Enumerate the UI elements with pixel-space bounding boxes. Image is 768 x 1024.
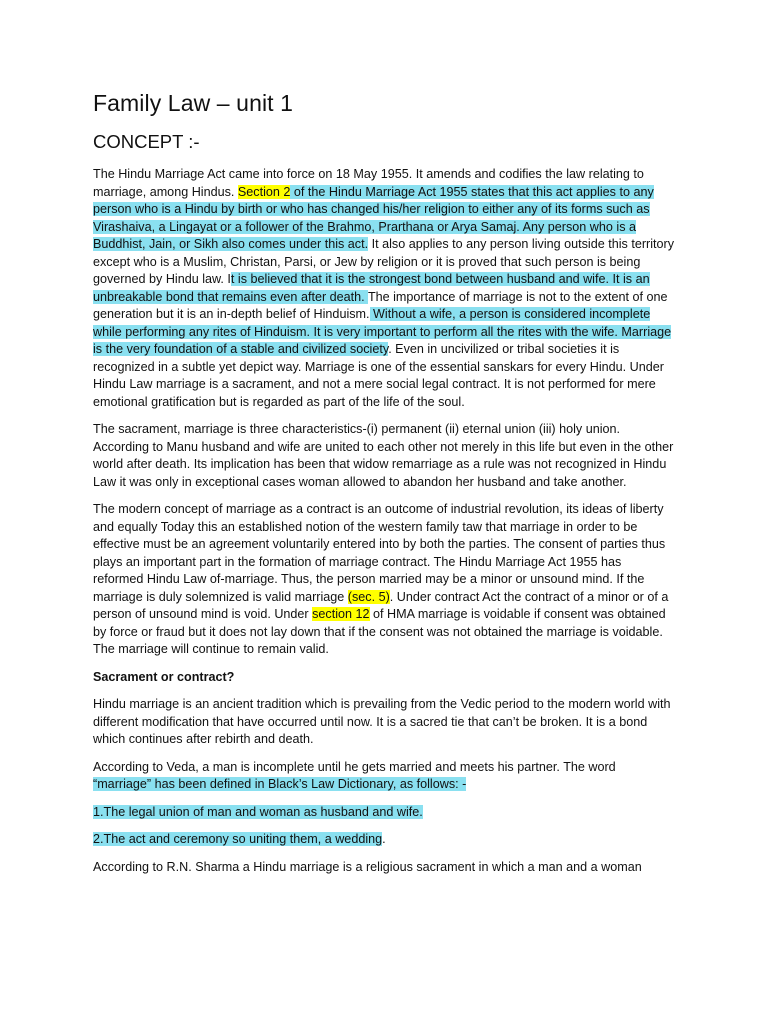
highlight-blue: “marriage” has been defined in Black’s Law Dictionary, as follows: - (93, 777, 467, 791)
text-run: The Hindu Marriage Act came into force on 18 May 1955. It amends and codifies the law relating to marriage, among Hindus. (93, 167, 644, 199)
paragraph-sacrament: The sacrament, marriage is three characteristics-(i) permanent (ii) eternal union (iii) holy union. According to Manu husband and wife are united to each other not merely in this life but even in the other world after death. Its implication has been that widow remarriage as a rule was not recognized in Hindu Law it was only in exceptional cases woman allowed to abandon her husband and take another. (93, 422, 674, 489)
paragraph-modern-concept (93, 501, 675, 659)
document-title: Family Law – unit 1 (93, 90, 294, 116)
highlight-blue: 2.The act and ceremony so uniting them, a wedding (93, 832, 383, 846)
highlight-blue: t is believed that it is the strongest bond between husband and wife. It is an unbreakable bond that remains even after death. (93, 272, 650, 304)
highlight-yellow: section 12 (312, 607, 370, 621)
highlight-yellow: (sec. 5) (347, 589, 390, 604)
paragraph-rn-sharma: According to R.N. Sharma a Hindu marriage is a religious sacrament in which a man and a woman (93, 859, 642, 874)
text-run: The importance of marriage is not to the extent of one generation but it is an in-depth belief of Hinduism. (93, 289, 668, 321)
text-run: . (382, 832, 386, 846)
paragraph-ancient-tradition: Hindu marriage is an ancient tradition which is prevailing from the Vedic period to the modern world with different modification that have occurred until now. It is a sacred tie that can’t be broken. It is a bond which continues after rebirth and death. (93, 697, 671, 746)
paragraph-veda (93, 759, 675, 794)
definition-2 (93, 831, 675, 849)
text-run: It also applies to any person living outside this territory except who is a Muslim, Christan, Parsi, or Jew by religion or it is proved that such person is being governed by Hindu law. I (93, 237, 675, 286)
section-heading-concept: CONCEPT :- (93, 131, 200, 152)
text-run: . Under contract Act the contract of a minor or of a person of unsound mind is void. Under (93, 589, 669, 621)
highlight-blue: Without a wife, a person is considered incomplete while performing any rites of Hinduism. It is very important to perform all the rites with the wife. Marriage is the very foundation of a stable and civilized society (93, 307, 672, 356)
text-run: The modern concept of marriage as a contract is an outcome of industrial revolution, its ideas of liberty and equally Today this an established notion of the western family taw that marriage in order to be effective must be an agreement voluntarily entered into by both the parties. The consent of parties thus plays an important part in the formation of marriage contract. The Hindu Marriage Act 1955 has reformed Hindu Law of-marriage. Thus, the person married may be a minor or unsound mind. If the marriage is duly solemnized is valid marriage (93, 502, 666, 604)
text-run: of HMA marriage is voidable if consent was obtained by force or fraud but it does not lay down that if the consent was not obtained the marriage is voidable. The marriage will continue to remain valid. (93, 607, 666, 656)
text-run: According to Veda, a man is incomplete until he gets married and meets his partner. The word (93, 759, 616, 774)
highlight-blue: 1.The legal union of man and woman as husband and wife. (93, 804, 423, 819)
paragraph-hindu-marriage-act (93, 166, 675, 411)
section-heading-sacrament-or-contract: Sacrament or contract? (93, 669, 235, 684)
text-run: . Even in uncivilized or tribal societies it is recognized in a subtle yet depict way. Marriage is one of the essential sanskars for every Hindu. Under Hindu Law marriage is a sacrament, and not a mere social legal contract. It is not performed for mere emotional gratification but is regarded as part of the life of the soul. (93, 342, 664, 409)
definition-1 (93, 804, 675, 822)
highlight-blue: of the Hindu Marriage Act 1955 states that this act applies to any person who is a Hindu by birth or who has changed his/her religion to either any of its forms such as Virashaiva, a Lingayat or a follower of the Brahmo, Prarthana or Arya Samaj. Any person who is a Buddhist, Jain, or Sikh also comes under this act. (93, 184, 654, 251)
highlight-yellow: Section 2 (237, 184, 291, 199)
